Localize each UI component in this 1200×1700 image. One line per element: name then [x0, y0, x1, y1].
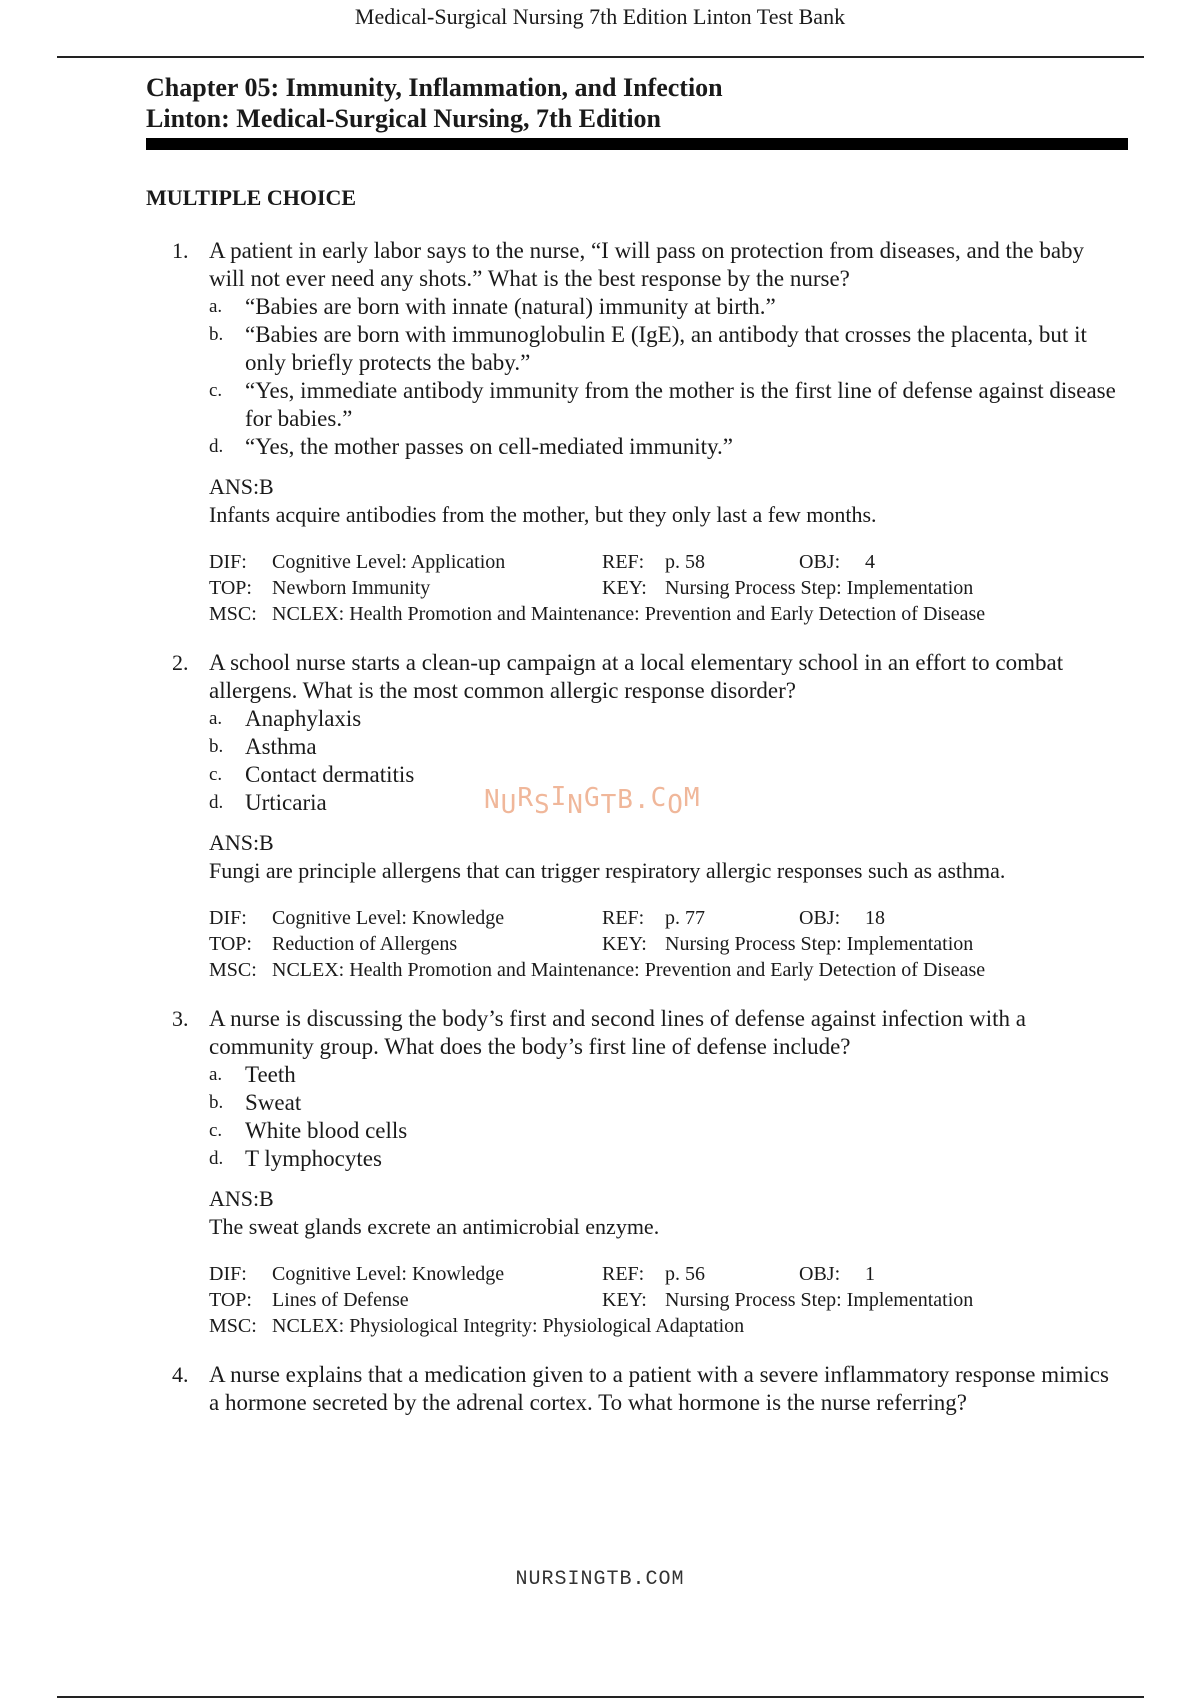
question-list	[0, 237, 1200, 1417]
top-label: TOP:	[209, 1289, 252, 1311]
option-text: White blood cells	[245, 1118, 408, 1143]
ref-value: p. 77	[665, 907, 705, 929]
answer-options	[209, 293, 1119, 461]
msc-value: NCLEX: Health Promotion and Maintenance: Prevention and Early Detection of Disease	[272, 959, 986, 981]
option-letter: a.	[209, 708, 223, 729]
option-a	[209, 293, 1119, 321]
key-value: Nursing Process Step: Implementation	[665, 933, 974, 955]
top-value: Newborn Immunity	[272, 577, 431, 599]
option-text: Contact dermatitis	[245, 762, 415, 787]
option-text: “Yes, immediate antibody immunity from the mother is the first line of defense against disease for babies.”	[245, 378, 1116, 431]
option-d	[209, 1145, 1119, 1173]
option-text: “Babies are born with immunoglobulin E (IgE), an antibody that crosses the placenta, but it only briefly protects the baby.”	[245, 322, 1087, 375]
answer-value: B	[259, 830, 274, 855]
key-label: KEY:	[602, 933, 647, 955]
option-text: Urticaria	[245, 790, 327, 815]
watermark	[484, 782, 701, 820]
top-label: TOP:	[209, 933, 252, 955]
option-b	[209, 1089, 1119, 1117]
top-value: Reduction of Allergens	[272, 933, 458, 955]
key-label: KEY:	[602, 1289, 647, 1311]
page-header: Medical-Surgical Nursing 7th Edition Linton Test Bank	[354, 4, 846, 29]
answer-label: ANS:	[209, 474, 260, 499]
question-number: 4.	[172, 1362, 189, 1387]
option-letter: d.	[209, 436, 224, 457]
option-letter: a.	[209, 296, 223, 317]
ref-label: REF:	[602, 1263, 645, 1285]
msc-label: MSC:	[209, 603, 257, 625]
obj-value: 1	[865, 1263, 875, 1285]
answer-label: ANS:	[209, 830, 260, 855]
rationale: The sweat glands excrete an antimicrobial enzyme.	[209, 1214, 660, 1239]
question-stem: A school nurse starts a clean-up campaign at a local elementary school in an effort to combat allergens. What is the most common allergic response disorder?	[209, 650, 1064, 703]
obj-label: OBJ:	[799, 1263, 841, 1285]
question-stem: A nurse is discussing the body’s first and second lines of defense against infection with a community group. What does the body’s first line of defense include?	[209, 1006, 1026, 1059]
option-letter: c.	[209, 1120, 223, 1141]
ref-label: REF:	[602, 907, 645, 929]
option-letter: b.	[209, 736, 224, 757]
question-number: 3.	[172, 1006, 189, 1031]
option-d	[209, 433, 1119, 461]
question-metadata	[209, 905, 1119, 983]
msc-label: MSC:	[209, 1315, 257, 1337]
dif-label: DIF:	[209, 551, 247, 573]
option-c	[209, 1117, 1119, 1145]
obj-label: OBJ:	[799, 551, 841, 573]
option-letter: a.	[209, 1064, 223, 1085]
answer-line	[209, 829, 1119, 857]
option-text: “Yes, the mother passes on cell-mediated immunity.”	[245, 434, 734, 459]
question-number: 1.	[172, 238, 189, 263]
option-c	[209, 377, 1119, 433]
question-3	[0, 1005, 1200, 1339]
obj-value: 4	[865, 551, 875, 573]
option-text: Asthma	[245, 734, 317, 759]
key-label: KEY:	[602, 577, 647, 599]
dif-label: DIF:	[209, 907, 247, 929]
dif-value: Cognitive Level: Knowledge	[272, 1263, 505, 1285]
dif-value: Cognitive Level: Application	[272, 551, 506, 573]
answer-value: B	[259, 1186, 274, 1211]
msc-label: MSC:	[209, 959, 257, 981]
msc-value: NCLEX: Physiological Integrity: Physiological Adaptation	[272, 1315, 745, 1337]
footer-watermark: NURSINGTB.COM	[515, 1568, 685, 1591]
obj-label: OBJ:	[799, 907, 841, 929]
option-text: Teeth	[245, 1062, 296, 1087]
ref-value: p. 58	[665, 551, 705, 573]
chapter-heading	[146, 72, 1128, 150]
option-letter: d.	[209, 792, 224, 813]
option-letter: c.	[209, 380, 223, 401]
option-a	[209, 705, 1119, 733]
question-number: 2.	[172, 650, 189, 675]
option-text: T lymphocytes	[245, 1146, 382, 1171]
question-stem: A nurse explains that a medication given to a patient with a severe inflammatory response mimics a hormone secreted by the adrenal cortex. To what hormone is the nurse referring?	[209, 1362, 1109, 1415]
option-letter: c.	[209, 764, 223, 785]
option-a	[209, 1061, 1119, 1089]
question-metadata	[209, 1261, 1119, 1339]
key-value: Nursing Process Step: Implementation	[665, 577, 974, 599]
key-value: Nursing Process Step: Implementation	[665, 1289, 974, 1311]
question-4	[0, 1361, 1200, 1417]
top-value: Lines of Defense	[272, 1289, 409, 1311]
obj-value: 18	[865, 907, 885, 929]
option-b	[209, 321, 1119, 377]
option-letter: b.	[209, 324, 224, 345]
dif-label: DIF:	[209, 1263, 247, 1285]
answer-value: B	[259, 474, 274, 499]
answer-line	[209, 473, 1119, 501]
header-divider	[57, 56, 1144, 58]
option-letter: d.	[209, 1148, 224, 1169]
option-letter: b.	[209, 1092, 224, 1113]
top-label: TOP:	[209, 577, 252, 599]
answer-line	[209, 1185, 1119, 1213]
option-text: Sweat	[245, 1090, 302, 1115]
msc-value: NCLEX: Health Promotion and Maintenance: Prevention and Early Detection of Disease	[272, 603, 986, 625]
option-b	[209, 733, 1119, 761]
option-text: “Babies are born with innate (natural) immunity at birth.”	[245, 294, 776, 319]
section-title: MULTIPLE CHOICE	[146, 185, 357, 210]
watermark-text: NURSINGTB.COM	[484, 782, 701, 820]
question-metadata	[209, 549, 1119, 627]
answer-options	[209, 1061, 1119, 1173]
answer-label: ANS:	[209, 1186, 260, 1211]
chapter-title: Chapter 05: Immunity, Inflammation, and Infection	[146, 73, 723, 102]
question-1	[0, 237, 1200, 627]
rationale: Infants acquire antibodies from the mother, but they only last a few months.	[209, 502, 877, 527]
dif-value: Cognitive Level: Knowledge	[272, 907, 505, 929]
rationale: Fungi are principle allergens that can trigger respiratory allergic responses such as asthma.	[209, 858, 1006, 883]
option-text: Anaphylaxis	[245, 706, 362, 731]
ref-value: p. 56	[665, 1263, 705, 1285]
ref-label: REF:	[602, 551, 645, 573]
book-title: Linton: Medical-Surgical Nursing, 7th Edition	[146, 104, 661, 133]
question-stem: A patient in early labor says to the nurse, “I will pass on protection from diseases, and the baby will not ever need any shots.” What is the best response by the nurse?	[209, 238, 1085, 291]
footer-divider	[57, 1696, 1144, 1698]
